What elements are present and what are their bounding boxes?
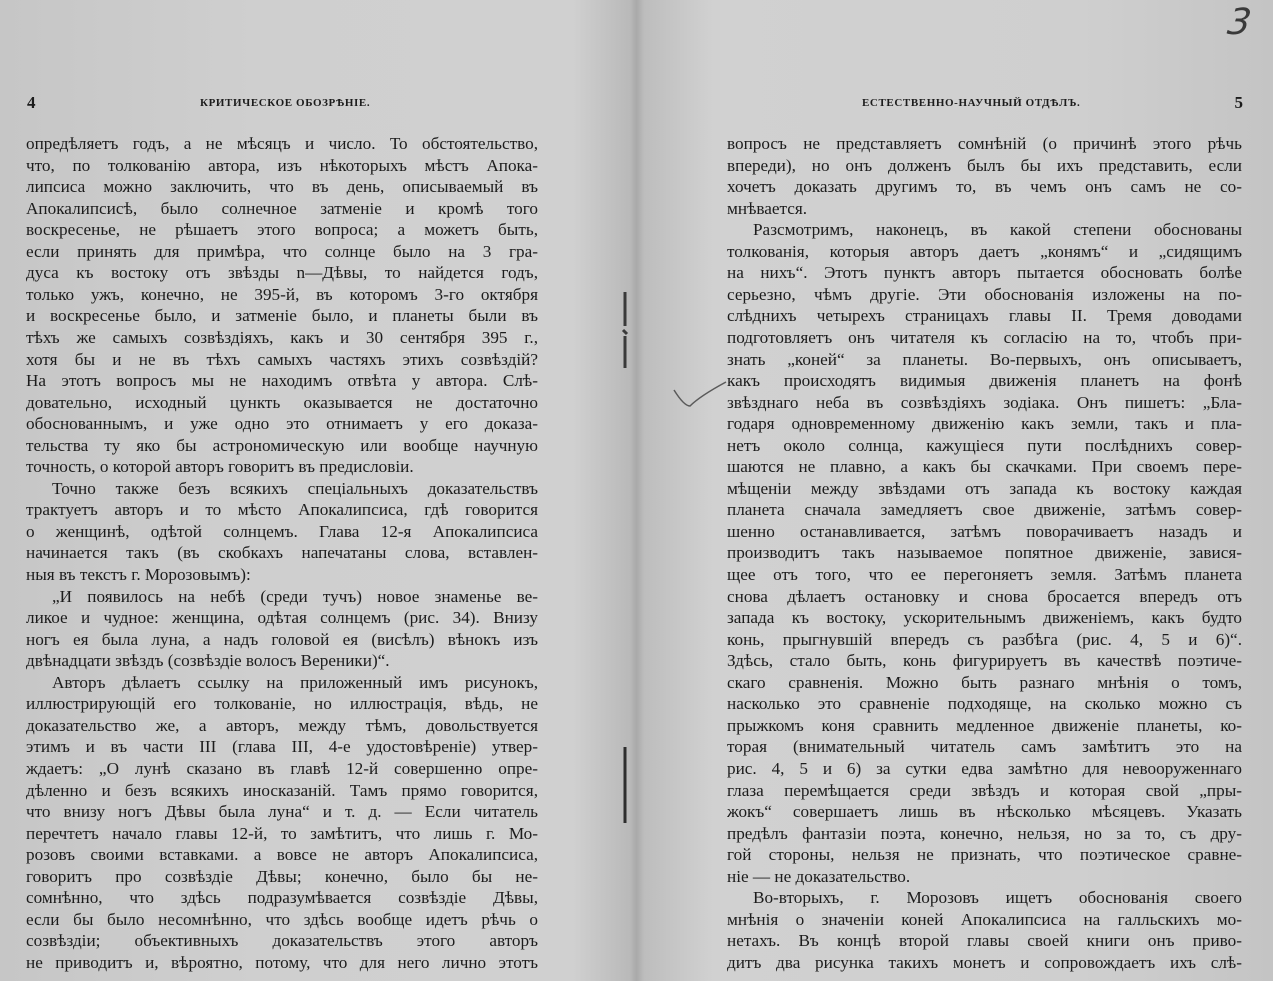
text-line: запада къ востоку, ускорительнымъ движеніемъ, какъ будто	[727, 608, 1242, 628]
text-line: трактуетъ авторъ и то мѣсто Апокалипсиса, гдѣ говорится	[26, 500, 538, 520]
text-line: воскресенье, не рѣшаетъ этого вопроса; а можетъ быть,	[26, 220, 538, 240]
text-line: о женщинѣ, одѣтой солнцемъ. Глава 12-я Апокалипсиса	[26, 521, 538, 541]
text-line: глаза перемѣщается среди звѣздъ и которая свой „пры-	[727, 780, 1242, 800]
right-running-head: ЕСТЕСТВЕННО-НАУЧНЫЙ ОТДѢЛЪ.	[862, 97, 1081, 109]
text-line: слѣднихъ четырехъ страницахъ главы II. Тремя доводами	[727, 306, 1242, 326]
text-line: Авторъ дѣлаетъ ссылку на приложенный имъ рисунокъ,	[52, 672, 538, 692]
text-line: ніе — не доказательство.	[727, 866, 911, 886]
handwritten-folio-number: 3	[1225, 2, 1254, 43]
text-line: рис. 4, 5 и 6) за сутки едва замѣтно для невооруженнаго	[727, 758, 1242, 778]
text-line: липсиса можно заключить, что въ день, описываемый въ	[26, 177, 538, 197]
text-line: жокъ“ совершаетъ лишь въ нѣсколько мѣсяцевъ. Указать	[727, 802, 1242, 822]
text-line: что внизу ногъ Дѣвы была луна“ и т. д. — Если читатель	[26, 802, 538, 822]
text-line: скаго сравненія. Можно быть разнаго мнѣнія о томъ,	[727, 672, 1242, 692]
text-line: что, по толкованію автора, изъ нѣкоторыхъ мѣстъ Апока-	[26, 155, 538, 175]
text-line: насколько это сравненіе подходяще, на сколько можно съ	[727, 694, 1242, 714]
text-line: точность, о которой авторъ говоритъ въ предисловіи.	[26, 457, 414, 477]
text-line: знать „коней“ за планеты. Во-первыхъ, онъ описываетъ,	[727, 349, 1242, 369]
text-line: хочетъ доказать другимъ то, въ чемъ онъ самъ не со-	[727, 177, 1242, 197]
text-line: нетахъ. Въ концѣ второй главы своей книги онъ приво-	[727, 931, 1242, 951]
text-line: сомнѣнно, что здѣсь подразумѣвается созвѣздіе Дѣвы,	[26, 888, 538, 908]
text-line: если принять для примѣра, что солнце было на 3 гра-	[26, 241, 538, 261]
text-line: гой стороны, нельзя не признать, что поэтическое сравне-	[727, 845, 1242, 865]
text-line: только ужъ, конечно, не 395-й, въ которомъ 3-го октября	[26, 284, 538, 304]
text-line: шаются не плавно, а какъ бы скачками. При своемъ пере-	[727, 457, 1242, 477]
text-line: ждаетъ: „О лунѣ сказано въ главѣ 12-й совершенно опре-	[26, 758, 538, 778]
text-line: серьезно, чѣмъ другіе. Эти обоснованія изложены на по-	[727, 284, 1242, 304]
text-line: звѣзднаго неба въ созвѣздіяхъ зодіака. Онъ пишетъ: „Бла-	[727, 392, 1242, 412]
text-line: впереди), но онъ долженъ былъ бы ихъ представить, если	[727, 155, 1242, 175]
right-page-number: 5	[1234, 93, 1243, 112]
text-line: Разсмотримъ, наконецъ, въ какой степени обоснованы	[753, 220, 1242, 240]
text-line: хотя бы и не въ тѣхъ самыхъ частяхъ этихъ созвѣздій?	[26, 349, 538, 369]
text-line: снова дѣлаетъ остановку и снова бросается впередъ отъ	[727, 586, 1242, 606]
text-line: мнѣнія о значеніи коней Апокалипсиса на галльскихъ мо-	[727, 909, 1242, 929]
text-line: довательно, исходный цункть оказывается не достаточно	[26, 392, 538, 412]
text-line: ликое и чудное: женщина, одѣтая солнцемъ (рис. 34). Внизу	[26, 608, 538, 628]
text-line: толкованія, которыя авторъ даетъ „конямъ“ и „сидящимъ	[727, 241, 1242, 261]
text-line: ныя въ текстъ г. Морозовымъ):	[26, 565, 251, 584]
text-line: планета сначала замедляетъ свое движеніе, затѣмъ совер-	[727, 500, 1242, 520]
text-line: торая (внимательный читатель самъ замѣтитъ это на	[727, 737, 1242, 757]
left-running-head: КРИТИЧЕСКОЕ ОБОЗРѢНІЕ.	[200, 97, 371, 109]
text-line: нетъ около солнца, кажущіеся пути послѣднихъ совер-	[727, 435, 1242, 455]
text-line: этимъ и въ части III (глава III, 4-е удостовѣреніе) утвер-	[26, 737, 538, 757]
left-page	[0, 0, 632, 981]
text-line: дѣленно и безъ всякихъ иносказаній. Тамъ прямо говорится,	[26, 780, 538, 800]
text-line: На этотъ вопросъ мы не находимъ отвѣта у автора. Слѣ-	[26, 371, 538, 391]
text-line: тѣхъ же самыхъ созвѣздіяхъ, какъ и 30 сентября 395 г.,	[26, 327, 538, 347]
text-line: шенно останавливается, затѣмъ поворачиваетъ назадъ и	[727, 521, 1242, 541]
text-line: Во-вторыхъ, г. Морозовъ ищетъ обоснованія своего	[753, 888, 1242, 908]
text-line: начинается такъ (въ скобкахъ напечатаны слова, вставлен-	[26, 543, 538, 563]
left-page-number: 4	[27, 93, 36, 112]
text-line: иллюстрирующій его толкованіе, но иллюстрація, вѣдь, не	[26, 694, 538, 714]
binding-stitch-bottom	[618, 745, 632, 825]
text-line: тельства ту яко бы астрономическую или вообще научную	[26, 435, 538, 455]
text-line: доказательство же, а авторъ, между тѣмъ, довольствуется	[26, 715, 538, 735]
right-page	[632, 0, 1273, 981]
text-line: розовъ своими вставками. а вовсе не авторъ Апокалипсиса,	[26, 845, 538, 865]
text-line: Точно также безъ всякихъ спеціальныхъ доказательствъ	[52, 478, 538, 498]
text-line: перечтетъ начало главы 12-й, то замѣтитъ, что лишь г. Мо-	[26, 823, 538, 843]
text-line: вопросъ не представляетъ сомнѣній (о причинѣ этого рѣчь	[727, 134, 1242, 153]
text-line: прыжкомъ коня сравнить медленное движеніе планеты, ко-	[727, 715, 1242, 735]
text-line: не приводитъ и, вѣроятно, потому, что для него лично этотъ	[26, 952, 538, 972]
text-line: дуса къ востоку отъ звѣзды n—Дѣвы, то найдется годъ,	[26, 263, 538, 283]
text-line: обоснованнымъ, и уже одно это отнимаетъ у его доказа-	[26, 414, 538, 434]
text-line: Здѣсь, стало быть, конь фигурируетъ въ качествѣ поэтичe-	[727, 651, 1242, 671]
binding-stitch-top	[618, 290, 632, 370]
text-line: двѣнадцати звѣздъ (созвѣздіе волосъ Вереники)“.	[26, 651, 390, 671]
text-line: Апокалипсисѣ, было солнечное затменіе и кромѣ того	[26, 198, 538, 218]
text-line: на нихъ“. Этотъ пунктъ авторъ пытается обосновать болѣе	[727, 263, 1242, 283]
text-line: подготовляетъ онъ читателя къ согласію на то, чтобъ при-	[727, 327, 1242, 347]
text-line: дитъ два рисунка такихъ монетъ и сопровождаетъ ихъ слѣ-	[727, 952, 1242, 972]
text-line: мѣщеніи между звѣздами отъ запада къ востоку каждая	[727, 478, 1242, 498]
text-line: „И появилось на небѣ (среди тучъ) новое знаменье ве-	[52, 586, 538, 606]
text-line: созвѣздіи; объективныхъ доказательствъ этого авторъ	[26, 931, 538, 951]
text-line: годаря одновременному движенію какъ земли, такъ и пла-	[727, 414, 1242, 434]
text-line: опредѣляетъ годъ, а не мѣсяцъ и число. То обстоятельство,	[26, 134, 538, 153]
text-line: и воскресенье было, и затменіе было, и планеты были въ	[26, 306, 538, 326]
text-line: производитъ такъ называемое попятное движеніе, завися-	[727, 543, 1242, 563]
text-line: конь, прыгнувшій впередъ съ разбѣга (рис. 4, 5 и 6)“.	[727, 629, 1242, 649]
text-line: предѣлъ фантазіи поэта, конечно, нельзя, но за то, съ дру-	[727, 823, 1242, 843]
text-line: ногъ ея была луна, а надъ головой ея (висѣлъ) вѣнокъ изъ	[26, 629, 538, 649]
text-line: щее отъ того, что ее перегоняетъ земля. Затѣмъ планета	[727, 565, 1242, 584]
text-line: какъ происходятъ видимыя движенія планетъ на фонѣ	[727, 371, 1242, 391]
text-line: мнѣвается.	[727, 198, 808, 218]
text-line: если бы было несомнѣнно, что здѣсь вообще идетъ рѣчь о	[26, 909, 538, 929]
text-line: говоритъ про созвѣздіе Дѣвы; конечно, было бы не-	[26, 866, 538, 886]
